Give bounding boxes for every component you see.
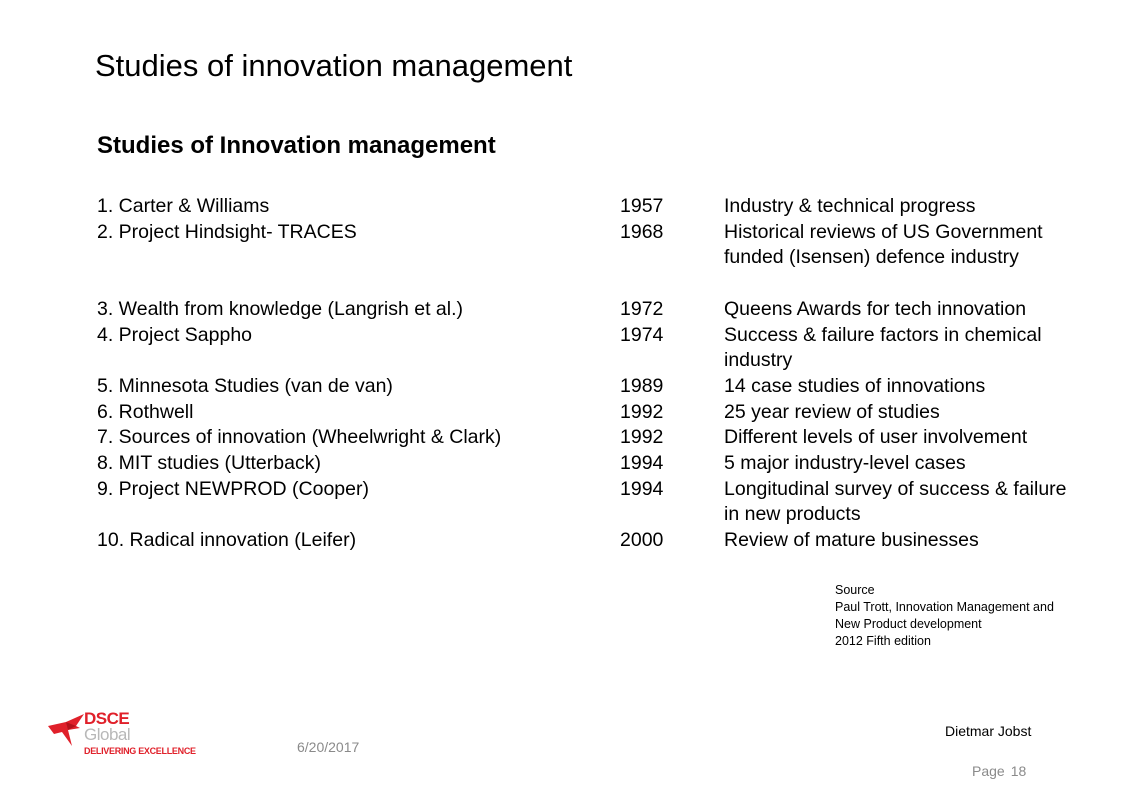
logo-tagline: DELIVERING EXCELLENCE — [84, 746, 196, 756]
study-name: 7. Sources of innovation (Wheelwright & Clark) — [97, 426, 502, 449]
source-line: Paul Trott, Innovation Management and — [835, 600, 1054, 614]
study-year: 1972 — [620, 297, 664, 320]
study-row — [97, 297, 1097, 323]
study-name: 2. Project Hindsight- TRACES — [97, 220, 357, 243]
study-description: 25 year review of studies — [724, 400, 940, 423]
source-label: Source — [835, 583, 875, 597]
study-year: 1994 — [620, 477, 664, 500]
study-row — [97, 374, 1097, 400]
study-row — [97, 194, 1097, 220]
study-description: Industry & technical progress — [724, 195, 976, 217]
page-number-value: 18 — [1010, 763, 1027, 779]
study-year: 1957 — [620, 195, 664, 217]
study-name: 6. Rothwell — [97, 400, 194, 423]
study-description: Longitudinal survey of success & failure in new products — [724, 477, 1067, 526]
study-row — [97, 477, 1097, 528]
study-row — [97, 220, 1097, 271]
study-year: 2000 — [620, 529, 664, 552]
study-name: 10. Radical innovation (Leifer) — [97, 529, 357, 552]
logo-text-global: Global — [84, 725, 131, 744]
study-name: 4. Project Sappho — [97, 323, 253, 346]
study-description: Queens Awards for tech innovation — [724, 297, 1027, 320]
company-logo — [46, 709, 196, 762]
study-row — [97, 425, 1097, 451]
slide-title: Studies of innovation management — [95, 48, 573, 83]
study-description: 5 major industry-level cases — [724, 452, 966, 475]
study-row — [97, 400, 1097, 426]
studies-list — [97, 194, 1097, 554]
study-row — [97, 528, 1097, 554]
study-year: 1992 — [620, 400, 664, 423]
study-description: Review of mature businesses — [724, 529, 979, 552]
study-name: 5. Minnesota Studies (van de van) — [97, 374, 393, 397]
study-name: 8. MIT studies (Utterback) — [97, 452, 321, 475]
study-name: 1. Carter & Williams — [97, 195, 270, 217]
section-heading: Studies of Innovation management — [97, 132, 496, 159]
study-description: Success & failure factors in chemical industry — [724, 323, 1042, 372]
page-number — [972, 763, 1026, 779]
footer-date: 6/20/2017 — [297, 739, 360, 755]
study-description: 14 case studies of innovations — [724, 374, 986, 397]
source-citation — [835, 582, 1095, 650]
study-name: 3. Wealth from knowledge (Langrish et al.) — [97, 297, 463, 320]
study-description: Different levels of user involvement — [724, 426, 1028, 449]
logo-text-dsce: DSCE — [84, 709, 130, 728]
source-line: 2012 Fifth edition — [835, 634, 931, 648]
study-description: Historical reviews of US Government funded (Isensen) defence industry — [724, 220, 1043, 269]
page-label: Page — [972, 763, 1005, 779]
bird-logo-icon — [46, 712, 86, 748]
study-year: 1968 — [620, 220, 664, 243]
study-year: 1974 — [620, 323, 664, 346]
study-year: 1992 — [620, 426, 664, 449]
study-year: 1989 — [620, 374, 664, 397]
study-year: 1994 — [620, 452, 664, 475]
study-row — [97, 451, 1097, 477]
study-row — [97, 323, 1097, 374]
source-line: New Product development — [835, 617, 982, 631]
footer-author: Dietmar Jobst — [945, 723, 1032, 739]
study-name: 9. Project NEWPROD (Cooper) — [97, 477, 369, 500]
